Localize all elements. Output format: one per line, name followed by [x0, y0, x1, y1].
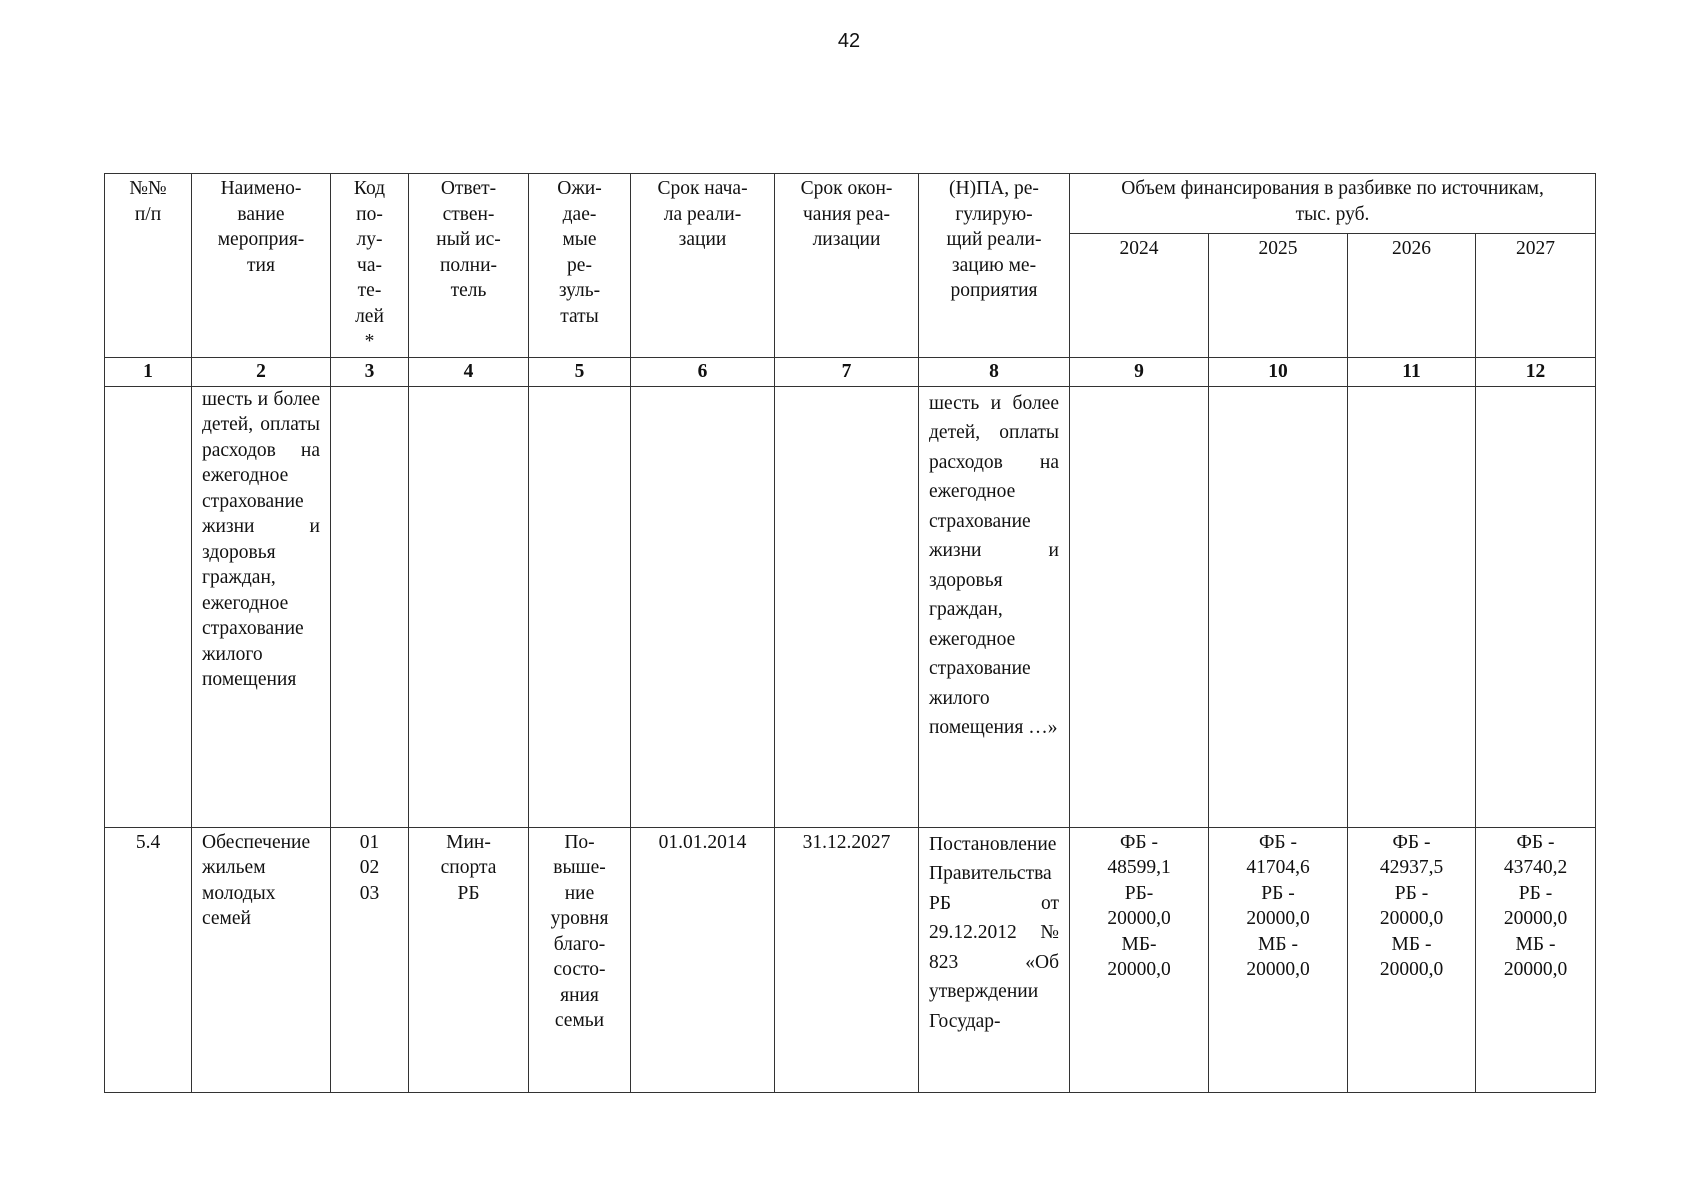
header-name: Наимено- вание мероприя- тия	[192, 174, 331, 358]
row-fin-2026	[1348, 386, 1476, 827]
column-number: 3	[331, 357, 409, 386]
row-end: 31.12.2027	[775, 827, 919, 1092]
row-executor	[409, 386, 529, 827]
header-year-2024: 2024	[1070, 233, 1209, 357]
row-name: Обеспечение жильем молодых семей	[192, 827, 331, 1092]
row-fin-2026: ФБ - 42937,5 РБ - 20000,0 МБ - 20000,0	[1348, 827, 1476, 1092]
program-table	[104, 173, 1596, 1093]
row-results	[529, 386, 631, 827]
row-fin-2027	[1476, 386, 1596, 827]
header-row-1	[105, 174, 1596, 234]
header-end: Срок окон- чания реа- лизации	[775, 174, 919, 358]
column-number: 10	[1209, 357, 1348, 386]
row-num: 5.4	[105, 827, 192, 1092]
row-results: По- выше- ние уровня благо- состо- яния семьи	[529, 827, 631, 1092]
header-year-2025: 2025	[1209, 233, 1348, 357]
row-fin-2025	[1209, 386, 1348, 827]
row-npa: шесть и более детей, оплаты расходов на ежегодное страхование жизни и здоровья граждан, ежегодное страхование жилого помещения …»	[919, 386, 1070, 827]
column-number: 4	[409, 357, 529, 386]
header-year-2027: 2027	[1476, 233, 1596, 357]
row-npa: Постановление Правительства РБ от 29.12.2012 № 823 «Об утверждении Государ-	[919, 827, 1070, 1092]
header-start: Срок нача- ла реали- зации	[631, 174, 775, 358]
header-npa: (Н)ПА, ре- гулирую- щий реали- зацию ме- роприятия	[919, 174, 1070, 358]
row-num	[105, 386, 192, 827]
table-row	[105, 827, 1596, 1092]
column-number: 6	[631, 357, 775, 386]
header-financing: Объем финансирования в разбивке по источникам, тыс. руб.	[1070, 174, 1596, 234]
header-num: №№ п/п	[105, 174, 192, 358]
row-fin-2024: ФБ - 48599,1 РБ- 20000,0 МБ- 20000,0	[1070, 827, 1209, 1092]
column-number: 7	[775, 357, 919, 386]
column-number: 5	[529, 357, 631, 386]
table-row	[105, 386, 1596, 827]
row-start: 01.01.2014	[631, 827, 775, 1092]
page-number: 42	[837, 30, 861, 52]
row-fin-2024	[1070, 386, 1209, 827]
row-fin-2025: ФБ - 41704,6 РБ - 20000,0 МБ - 20000,0	[1209, 827, 1348, 1092]
row-code	[331, 386, 409, 827]
header-year-2026: 2026	[1348, 233, 1476, 357]
row-end	[775, 386, 919, 827]
row-code: 01 02 03	[331, 827, 409, 1092]
column-number: 2	[192, 357, 331, 386]
column-number: 9	[1070, 357, 1209, 386]
column-number: 1	[105, 357, 192, 386]
column-number: 11	[1348, 357, 1476, 386]
row-name: шесть и более детей, оплаты расходов на ежегодное страхование жизни и здоровья граждан, ежегодное страхование жилого помещения	[192, 386, 331, 827]
row-fin-2027: ФБ - 43740,2 РБ - 20000,0 МБ - 20000,0	[1476, 827, 1596, 1092]
column-number: 8	[919, 357, 1070, 386]
header-code: Код по- лу- ча- те- лей *	[331, 174, 409, 358]
row-executor: Мин- спорта РБ	[409, 827, 529, 1092]
header-results: Ожи- дае- мые ре- зуль- таты	[529, 174, 631, 358]
column-number-row	[105, 357, 1596, 386]
row-start	[631, 386, 775, 827]
header-executor: Ответ- ствен- ный ис- полни- тель	[409, 174, 529, 358]
column-number: 12	[1476, 357, 1596, 386]
